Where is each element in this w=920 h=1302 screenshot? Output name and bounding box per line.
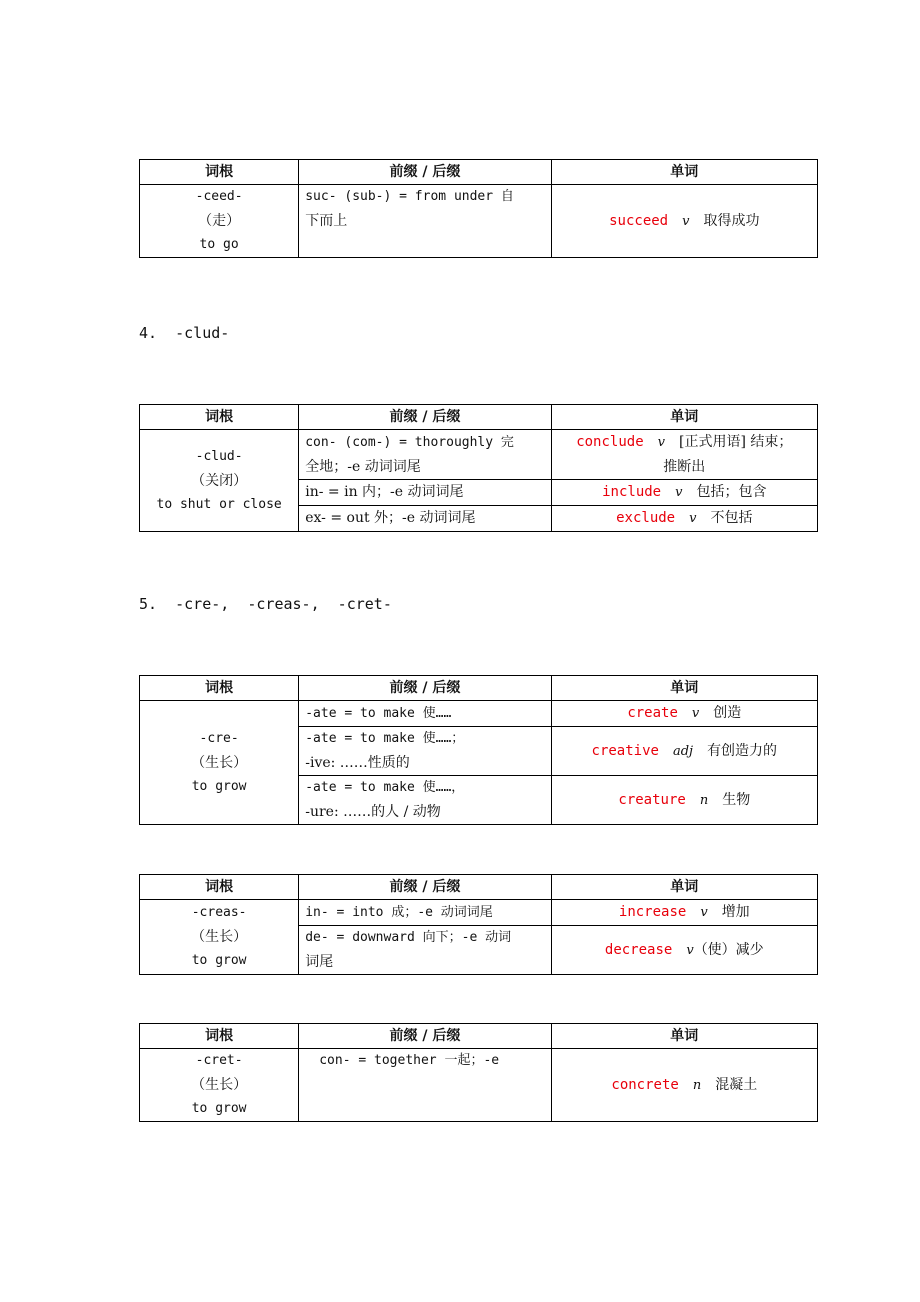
- header-row: [140, 875, 818, 900]
- header-prefix: 前缀 / 后缀: [299, 875, 551, 900]
- section-heading-5: 5. -cre-, -creas-, -cret-: [139, 595, 392, 613]
- table-row: [140, 701, 818, 727]
- header-word: 单词: [551, 875, 817, 900]
- word-term: succeed: [609, 212, 669, 229]
- word-pos: v: [689, 511, 697, 526]
- header-word: 单词: [551, 1024, 817, 1049]
- word-cell: [551, 701, 817, 727]
- word-cell: [551, 1049, 817, 1122]
- prefix-text: -ate = to make 使……，: [305, 780, 465, 795]
- word-cell: [551, 900, 817, 926]
- root-cell: [140, 430, 299, 532]
- table-cre: [139, 675, 818, 825]
- table-creas: [139, 874, 818, 975]
- word-pos: v: [686, 942, 694, 958]
- word-pos: v: [657, 435, 665, 450]
- header-prefix: 前缀 / 后缀: [299, 405, 551, 430]
- word-term: exclude: [616, 510, 676, 526]
- word-meaning: 不包括: [710, 510, 753, 526]
- word-meaning: 生物: [722, 791, 751, 808]
- prefix-cell: [299, 185, 551, 258]
- prefix-text: 全地；-e 动词词尾: [305, 458, 421, 475]
- word-meaning: 包括；包含: [696, 484, 767, 500]
- word-meaning: 有创造力的: [707, 742, 778, 759]
- root-term: -ceed-: [195, 189, 243, 204]
- header-row: [140, 1024, 818, 1049]
- prefix-text: in- = in 内；-e 动词词尾: [305, 484, 464, 500]
- word-cell: [551, 185, 817, 258]
- word-meaning: 混凝土: [715, 1076, 758, 1093]
- root-meaning-en: to grow: [191, 1101, 247, 1116]
- word-meaning: [正式用语] 结束；: [679, 434, 793, 450]
- prefix-text: -ure: ……的人 / 动物: [305, 804, 441, 820]
- word-pos: n: [699, 792, 709, 808]
- header-row: [140, 160, 818, 185]
- header-word: 单词: [551, 405, 817, 430]
- prefix-text: con- (com-) = thoroughly 完: [305, 434, 514, 450]
- root-term: -creas-: [191, 905, 247, 920]
- header-root: 词根: [140, 1024, 299, 1049]
- root-meaning-cn: （生长）: [191, 929, 248, 945]
- table-ceed: [139, 159, 818, 258]
- table-cret: [139, 1023, 818, 1122]
- word-cell: [551, 430, 817, 480]
- root-meaning-cn: （生长）: [191, 1077, 248, 1093]
- word-pos: v: [682, 213, 690, 229]
- header-row: [140, 405, 818, 430]
- prefix-text: -ive: ……性质的: [305, 755, 410, 771]
- word-term: creative: [591, 742, 659, 759]
- prefix-text: -ate = to make 使……；: [305, 731, 465, 746]
- table-row: [140, 185, 818, 258]
- table-row: [140, 430, 818, 480]
- prefix-text: -ate = to make 使……: [305, 705, 452, 721]
- header-prefix: 前缀 / 后缀: [299, 1024, 551, 1049]
- prefix-cell: [299, 1049, 551, 1122]
- word-term: include: [602, 484, 662, 500]
- prefix-cell: [299, 900, 551, 926]
- prefix-text: in- = into 成；-e 动词词尾: [305, 904, 493, 920]
- root-meaning-en: to grow: [191, 778, 247, 794]
- header-root: 词根: [140, 875, 299, 900]
- word-term: increase: [618, 904, 687, 920]
- word-term: decrease: [604, 941, 673, 958]
- root-meaning-cn: （生长）: [191, 754, 248, 771]
- prefix-text: con- = together 一起；-e: [319, 1053, 500, 1068]
- prefix-cell: [299, 701, 551, 727]
- prefix-text: ex- = out 外；-e 动词词尾: [305, 510, 476, 526]
- prefix-cell: [299, 926, 551, 975]
- header-row: [140, 676, 818, 701]
- table-row: [140, 900, 818, 926]
- prefix-cell: [299, 430, 551, 480]
- root-meaning-cn: （走）: [198, 213, 241, 229]
- word-meaning: 取得成功: [703, 212, 760, 229]
- header-root: 词根: [140, 160, 299, 185]
- word-pos: n: [692, 1077, 702, 1093]
- table-clud: [139, 404, 818, 532]
- word-cell: [551, 776, 817, 825]
- header-word: 单词: [551, 676, 817, 701]
- header-root: 词根: [140, 676, 299, 701]
- root-meaning-en: to shut or close: [156, 496, 282, 512]
- word-pos: v: [691, 706, 700, 721]
- header-word: 单词: [551, 160, 817, 185]
- word-term: concrete: [611, 1076, 679, 1093]
- root-term: -clud-: [195, 448, 243, 464]
- root-term: -cre-: [199, 730, 239, 746]
- root-cell: [140, 185, 299, 258]
- word-term: creature: [618, 791, 686, 808]
- word-pos: v: [700, 905, 708, 920]
- header-root: 词根: [140, 405, 299, 430]
- prefix-text: de- = downward 向下；-e 动词: [305, 930, 512, 945]
- word-pos: v: [675, 485, 683, 500]
- word-term: create: [627, 705, 678, 721]
- root-cell: [140, 1049, 299, 1122]
- section-heading-4: 4. -clud-: [139, 324, 230, 342]
- root-meaning-en: to grow: [191, 953, 247, 968]
- root-cell: [140, 900, 299, 975]
- word-meaning: 推断出: [663, 459, 706, 475]
- word-term: conclude: [576, 434, 644, 450]
- root-cell: [140, 701, 299, 825]
- header-prefix: 前缀 / 后缀: [299, 160, 551, 185]
- root-term: -cret-: [195, 1053, 243, 1068]
- prefix-cell: [299, 506, 551, 532]
- word-cell: [551, 926, 817, 975]
- prefix-cell: [299, 727, 551, 776]
- word-cell: [551, 506, 817, 532]
- prefix-cell: [299, 480, 551, 506]
- prefix-cell: [299, 776, 551, 825]
- word-cell: [551, 727, 817, 776]
- word-meaning: 增加: [721, 904, 750, 920]
- prefix-text: 词尾: [305, 954, 334, 970]
- word-meaning: （使）减少: [693, 941, 764, 958]
- root-meaning-cn: （关闭）: [191, 472, 248, 489]
- word-pos: adj: [672, 743, 694, 759]
- word-meaning: 创造: [713, 705, 742, 721]
- root-meaning-en: to go: [199, 237, 239, 252]
- table-row: [140, 1049, 818, 1122]
- header-prefix: 前缀 / 后缀: [299, 676, 551, 701]
- prefix-text: suc- (sub-) = from under 自: [305, 189, 514, 204]
- prefix-text: 下而上: [305, 213, 348, 229]
- word-cell: [551, 480, 817, 506]
